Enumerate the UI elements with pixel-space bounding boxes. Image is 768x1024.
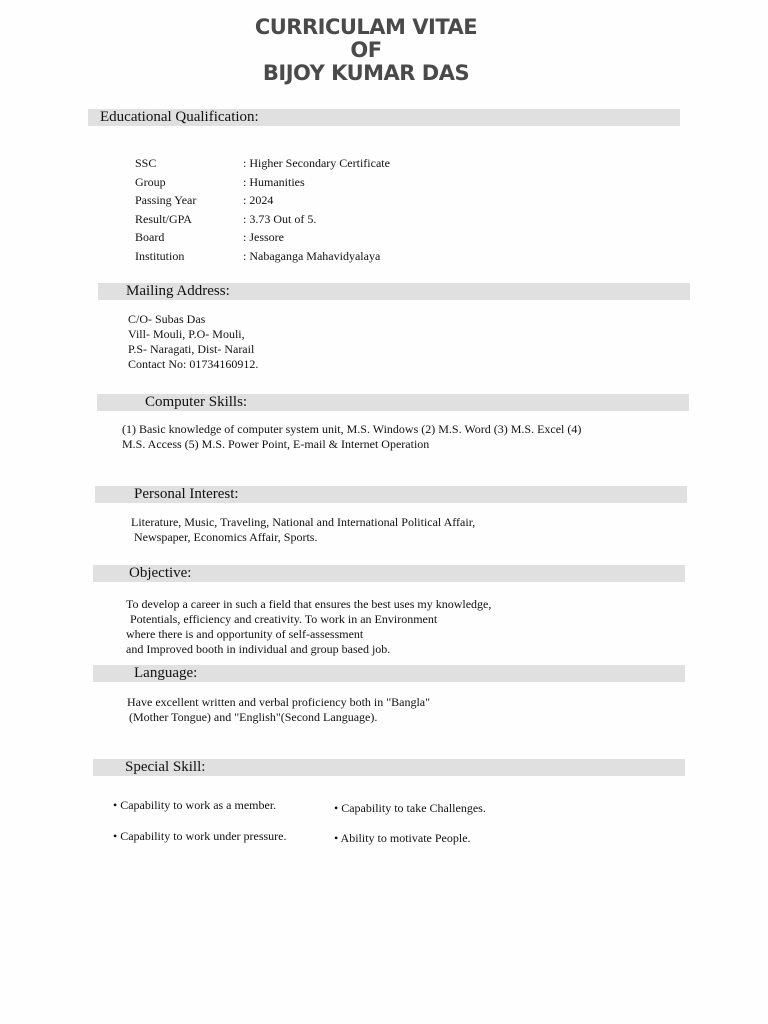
mailing-line: P.S- Naragati, Dist- Narail: [128, 342, 255, 356]
special-skill-item: • Capability to work under pressure.: [113, 829, 287, 843]
education-value: : Jessore: [243, 230, 284, 244]
cv-title-line-1: CURRICULAM VITAE: [254, 15, 478, 39]
computer-heading: Computer Skills:: [97, 394, 689, 411]
mailing-heading: Mailing Address:: [98, 283, 690, 300]
special-skill-item: • Capability to take Challenges.: [334, 801, 486, 815]
interest-line: Newspaper, Economics Affair, Sports.: [134, 530, 318, 544]
interest-heading: Personal Interest:: [95, 486, 687, 503]
mailing-line: Contact No: 01734160912.: [128, 357, 259, 371]
education-label: Institution: [135, 249, 185, 263]
education-label: SSC: [135, 156, 157, 170]
special-skill-item: • Ability to motivate People.: [334, 831, 471, 845]
objective-line: To develop a career in such a field that ensures the best uses my knowledge,: [126, 597, 492, 611]
education-value: : 3.73 Out of 5.: [243, 212, 317, 226]
special-skill-item: • Capability to work as a member.: [113, 798, 277, 812]
education-heading: Educational Qualification:: [88, 109, 680, 126]
mailing-line: C/O- Subas Das: [128, 312, 206, 326]
education-value: : 2024: [243, 193, 274, 207]
language-line: Have excellent written and verbal proficiency both in "Bangla": [127, 695, 431, 709]
cv-title-line-3: BIJOY KUMAR DAS: [262, 61, 470, 85]
objective-line: and Improved booth in individual and group based job.: [126, 642, 391, 656]
education-value: : Higher Secondary Certificate: [243, 156, 390, 170]
language-line: (Mother Tongue) and "English"(Second Language).: [129, 710, 378, 724]
special-heading: Special Skill:: [93, 759, 685, 776]
education-value: : Humanities: [243, 175, 305, 189]
interest-line: Literature, Music, Traveling, National and International Political Affair,: [131, 515, 476, 529]
objective-line: Potentials, efficiency and creativity. To work in an Environment: [130, 612, 438, 626]
objective-heading: Objective:: [93, 565, 685, 582]
objective-line: where there is and opportunity of self-assessment: [126, 627, 364, 641]
education-label: Board: [135, 230, 165, 244]
language-heading: Language:: [93, 665, 685, 682]
education-value: : Nabaganga Mahavidyalaya: [243, 249, 381, 263]
computer-line: M.S. Access (5) M.S. Power Point, E-mail & Internet Operation: [122, 437, 430, 451]
education-label: Passing Year: [135, 193, 197, 207]
mailing-line: Vill- Mouli, P.O- Mouli,: [128, 327, 245, 341]
computer-line: (1) Basic knowledge of computer system unit, M.S. Windows (2) M.S. Word (3) M.S. Excel (4): [122, 422, 582, 436]
cv-title-line-2: OF: [350, 38, 382, 62]
education-label: Result/GPA: [135, 212, 192, 226]
education-label: Group: [135, 175, 166, 189]
